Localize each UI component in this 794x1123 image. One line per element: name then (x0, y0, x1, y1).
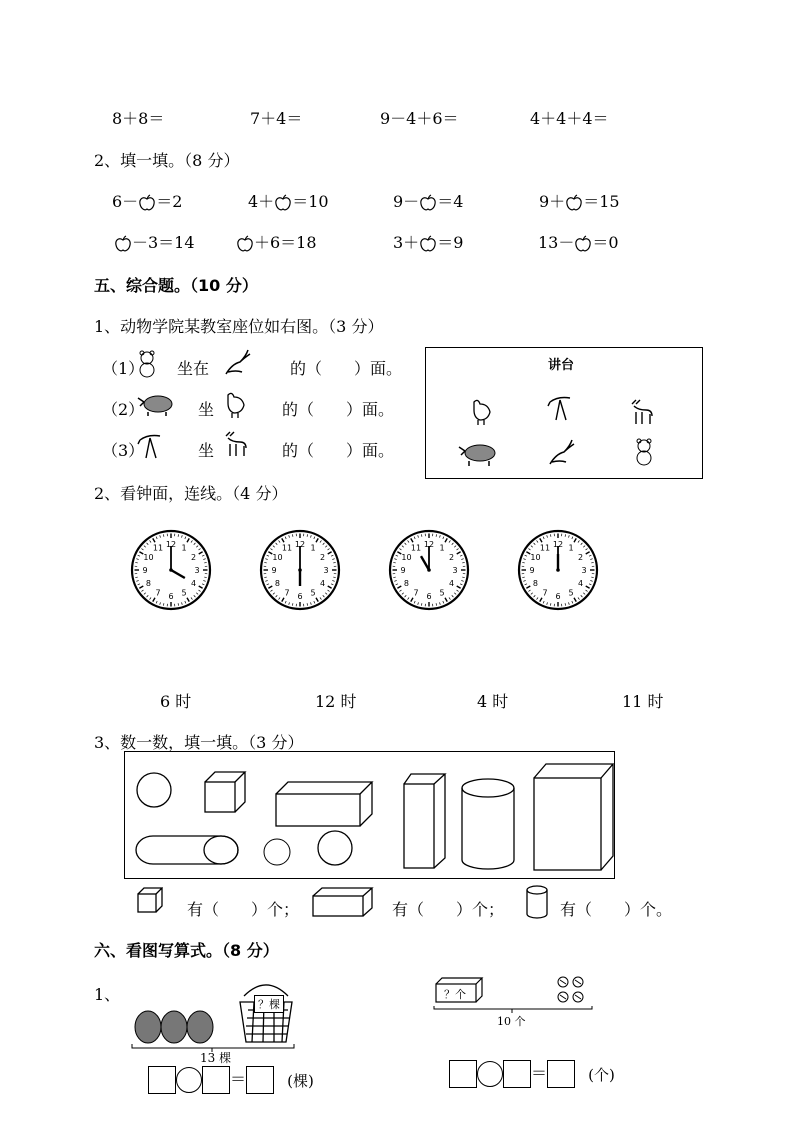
crane-icon (546, 392, 576, 424)
clock-numeral: 7 (155, 588, 161, 598)
deer-icon (628, 398, 656, 426)
fill-b4 (538, 230, 619, 253)
fill-b1 (114, 230, 195, 253)
clock-numeral: 9 (400, 566, 406, 575)
podium-label: 讲台 (548, 358, 575, 373)
answer-cylinder: 有（ ）个。 (560, 900, 673, 919)
apple-icon (236, 235, 254, 253)
clock-numeral: 3 (581, 566, 587, 575)
cuboid-flat-shape (276, 782, 372, 826)
fill-pre: 13－ (538, 233, 575, 252)
brace-right (434, 1006, 592, 1013)
answer-box[interactable] (503, 1060, 531, 1088)
sec5-q2-title: 2、看钟面，连线。（4 分） (94, 484, 288, 503)
ball-shape (264, 839, 290, 865)
fill-post: ＝15 (583, 192, 620, 211)
fill-post: ＝4 (437, 192, 464, 211)
cuboid-tall-shape (404, 774, 445, 868)
clock-numeral: 6 (426, 592, 432, 601)
answer-box[interactable] (547, 1060, 575, 1088)
clock-numeral: 8 (532, 579, 539, 588)
rabbit-icon (546, 438, 576, 468)
bear-icon (135, 350, 159, 378)
clock-numeral: 11 (539, 543, 551, 553)
clock-numeral: 7 (542, 588, 548, 598)
cuboid-large-shape (534, 764, 613, 870)
fill-pre: 3＋ (393, 233, 420, 252)
cuboid-icon (312, 887, 374, 917)
apple-icon (419, 194, 437, 212)
equation-left (148, 1066, 314, 1094)
clock-numeral: 10 (272, 553, 283, 562)
ox-icon (136, 392, 178, 418)
time-label-3: 4 时 (477, 692, 509, 711)
clock-numeral: 3 (452, 566, 458, 575)
seat-tail-1: 的（ ）面。 (290, 359, 403, 378)
section5-title: 五、综合题。（10 分） (94, 276, 258, 295)
clock-numeral: 10 (143, 553, 154, 562)
clock-numeral: 8 (274, 579, 281, 588)
clock-numeral: 1 (439, 543, 445, 553)
answer-box[interactable] (148, 1066, 176, 1094)
cylinder-icon (525, 884, 549, 920)
fill-a4 (539, 189, 620, 212)
clock-numeral: 12 (552, 540, 564, 549)
ox-icon (456, 440, 502, 468)
section6-title: 六、看图写算式。（8 分） (94, 941, 279, 960)
cabbage-icon (135, 1011, 161, 1043)
clock-numeral: 9 (529, 566, 535, 575)
clock-numeral: 5 (439, 588, 445, 598)
shapes-drawing (125, 752, 614, 878)
clock-numeral: 6 (297, 592, 303, 601)
clock-numeral: 9 (142, 566, 148, 575)
circle-shape (137, 773, 171, 807)
expr-3: 9－4＋6＝ (380, 109, 459, 128)
answer-cuboid: 有（ ）个； (392, 900, 505, 919)
expr-4: 4＋4＋4＝ (530, 109, 609, 128)
total-right-label: 10 个 (497, 1015, 526, 1028)
box-label: ？个 (444, 988, 466, 1001)
cube-icon (137, 886, 163, 916)
fill-post: ＝10 (292, 192, 329, 211)
clock-numeral: 5 (568, 588, 574, 598)
clock-numeral: 4 (577, 579, 584, 588)
operator-circle[interactable] (176, 1067, 202, 1093)
clock-face (258, 528, 342, 612)
clock-numeral: 8 (145, 579, 152, 588)
clock-numeral: 8 (403, 579, 410, 588)
clock-numeral: 1 (310, 543, 316, 553)
rooster-icon (222, 389, 248, 419)
clock-numeral: 3 (323, 566, 329, 575)
fill-pre: 9＋ (539, 192, 566, 211)
seat-verb-2: 坐 (198, 400, 215, 419)
apple-icon (574, 235, 592, 253)
clock-numeral: 1 (568, 543, 574, 553)
clock-face (129, 528, 213, 612)
operator-circle[interactable] (477, 1061, 503, 1087)
shape-panel (124, 751, 615, 879)
apple-icon (114, 235, 132, 253)
clock-numeral: 3 (194, 566, 200, 575)
seat-tail-3: 的（ ）面。 (282, 441, 395, 460)
time-label-2: 12 时 (315, 692, 357, 711)
clock-numeral: 1 (181, 543, 187, 553)
unit-left: (棵) (287, 1071, 314, 1090)
fill-post: ＋6＝18 (254, 233, 317, 252)
line-num: （2） (102, 400, 145, 419)
sec5-q3-title: 3、数一数，填一填。（3 分） (94, 733, 304, 752)
clock-numeral: 2 (319, 553, 326, 562)
clock-numeral: 11 (410, 543, 422, 553)
apple-icon (565, 194, 583, 212)
clock-face (516, 528, 600, 612)
q2-title: 2、填一填。（8 分） (94, 151, 240, 170)
clock-numeral: 6 (555, 592, 561, 601)
line-num: （3） (102, 441, 145, 460)
sec5-q1-title: 1、动物学院某教室座位如右图。（3 分） (94, 317, 384, 336)
seat-verb-3: 坐 (198, 441, 215, 460)
fill-b2 (236, 230, 317, 253)
answer-box[interactable] (246, 1066, 274, 1094)
clock-numeral: 2 (448, 553, 455, 562)
apple-icon (274, 194, 292, 212)
total-left-label: 13 棵 (200, 1051, 232, 1065)
clock-numeral: 12 (294, 540, 306, 549)
seat-verb-1: 坐在 (177, 359, 210, 378)
clock-numeral: 10 (530, 553, 541, 562)
equals-sign: ＝ (531, 1063, 548, 1083)
clock-numeral: 7 (284, 588, 290, 598)
clock-numeral: 4 (190, 579, 197, 588)
seat-tail-2: 的（ ）面。 (282, 400, 395, 419)
answer-box[interactable] (202, 1066, 230, 1094)
ball-group-icon (558, 977, 583, 1002)
line-num: （1） (102, 359, 145, 378)
answer-box[interactable] (449, 1060, 477, 1088)
fill-b3 (393, 230, 463, 253)
apple-icon (138, 194, 156, 212)
rabbit-icon (222, 348, 252, 378)
clock-numeral: 5 (310, 588, 316, 598)
unit-right: (个) (588, 1065, 615, 1084)
basket-icon (240, 985, 292, 1042)
time-label-1: 6 时 (160, 692, 192, 711)
equals-sign: ＝ (230, 1069, 247, 1089)
clock-numeral: 6 (168, 592, 174, 601)
seat-chart (425, 347, 703, 479)
fill-pre: 6－ (112, 192, 139, 211)
cube-shape (205, 772, 245, 812)
fill-pre: 9－ (393, 192, 420, 211)
fill-pre: 4＋ (248, 192, 275, 211)
clock-numeral: 5 (181, 588, 187, 598)
clock-numeral: 4 (319, 579, 326, 588)
fill-post: －3＝14 (132, 233, 195, 252)
fill-a2 (248, 189, 329, 212)
rooster-icon (468, 396, 494, 426)
deer-icon (222, 430, 250, 458)
clock-numeral: 12 (165, 540, 177, 549)
equation-right (449, 1060, 615, 1088)
crane-icon (136, 430, 166, 462)
fill-a3 (393, 189, 463, 212)
clock-numeral: 2 (190, 553, 197, 562)
expr-2: 7＋4＝ (250, 109, 303, 128)
circle-shape-2 (318, 831, 352, 865)
apple-icon (419, 235, 437, 253)
clock-numeral: 7 (413, 588, 419, 598)
basket-label: ？棵 (254, 995, 284, 1013)
clock-numeral: 10 (401, 553, 412, 562)
clock-numeral: 4 (448, 579, 455, 588)
time-label-4: 11 时 (622, 692, 664, 711)
clock-numeral: 2 (577, 553, 584, 562)
cabbage-icon (161, 1011, 187, 1043)
cabbage-icon (187, 1011, 213, 1043)
clock-numeral: 11 (152, 543, 164, 553)
clock-numeral: 11 (281, 543, 293, 553)
answer-cube: 有（ ）个； (187, 900, 300, 919)
clock-numeral: 12 (423, 540, 435, 549)
fill-post: ＝9 (437, 233, 464, 252)
fill-post: ＝2 (156, 192, 183, 211)
clock-face (387, 528, 471, 612)
sec6-q1-num: 1、 (94, 985, 121, 1004)
fill-post: ＝0 (592, 233, 619, 252)
clock-numeral: 9 (271, 566, 277, 575)
cylinder-shape (462, 779, 514, 869)
bear-icon (632, 438, 656, 466)
fill-a1 (112, 189, 182, 212)
cylinder-lying-shape (136, 836, 238, 864)
expr-1: 8＋8＝ (112, 109, 165, 128)
